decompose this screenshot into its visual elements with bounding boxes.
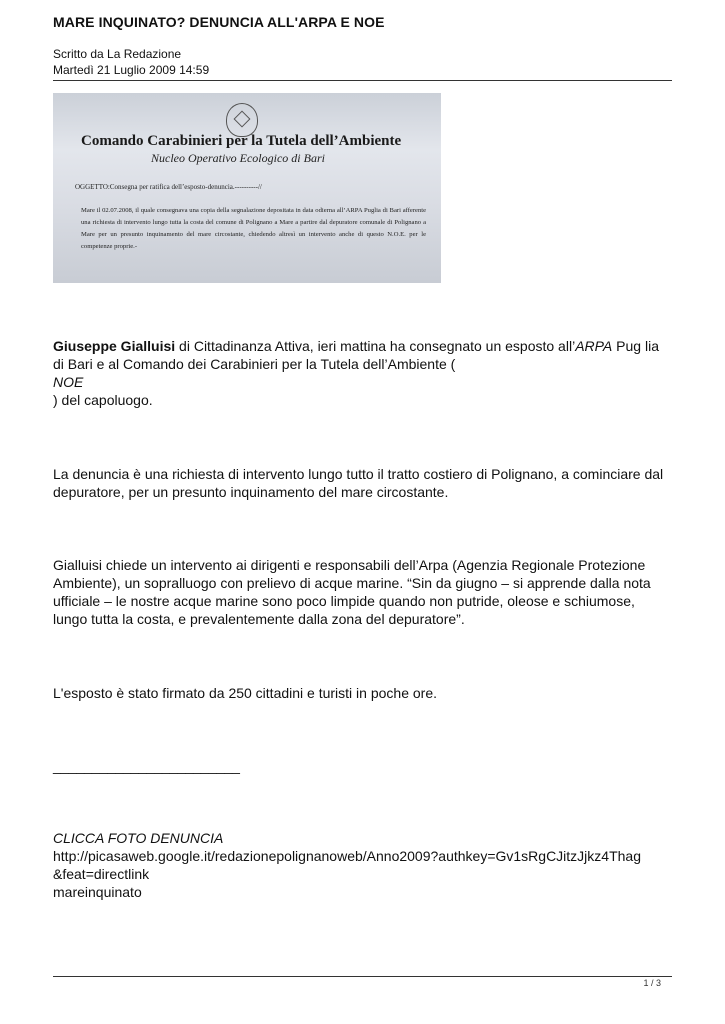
republic-emblem-icon: [226, 103, 258, 137]
photo-link-block: [53, 829, 673, 901]
footer-divider: [53, 976, 672, 977]
p1-text-a: di Cittadinanza Attiva, ieri mattina ha consegnato un esposto all’: [175, 338, 576, 354]
noe-term: NOE: [53, 374, 84, 390]
article-title: MARE INQUINATO? DENUNCIA ALL'ARPA E NOE: [53, 14, 385, 30]
link-url-1[interactable]: http://picasaweb.google.it/redazionepolignanoweb/Anno2009?authkey=Gv1sRgCJitzJjkz4Thag: [53, 848, 641, 864]
photo-oggetto: OGGETTO:Consegna per ratifica dell’esposto-denuncia.----------//: [75, 183, 262, 191]
photo-body-text: Mare il 02.07.2008, il quale consegnava una copia della segnalazione depositata in data odierna all’ARPA Puglia di Bari afferente una richiesta di intervento lungo tutta la costa del comune di Polignano a Mare a partire dal depuratore comunale di Polignano a Mare per un presunto inquinamento del mare circostante, chiedendo altresì un intervento anche di questo N.O.E. per le competenze proprie.-: [81, 207, 426, 250]
paragraph-3: Gialluisi chiede un intervento ai dirigenti e responsabili dell’Arpa (Agenzia Regionale Protezione Ambiente), un sopralluogo con prelievo di acque marine. “Sin da giugno – si apprende dalla nota ufficiale – le nostre acque marine sono poco limpide quando non putride, oleose e schiumose, lungo tutta la costa, e prevalentemente dalla zona del depuratore”.: [53, 557, 651, 627]
photo-subheading: Nucleo Operativo Ecologico di Bari: [151, 151, 325, 165]
photo-heading: Comando Carabinieri per la Tutela dell’Ambiente: [81, 133, 402, 149]
header-divider: [53, 80, 672, 81]
denuncia-photo[interactable]: [53, 93, 441, 283]
person-name: Giuseppe Gialluisi: [53, 338, 176, 354]
separator-line: ________________________: [53, 758, 240, 774]
page-number: 1 / 3: [643, 978, 661, 988]
p1-text-b: Pug lia di Bari e al Comando dei Carabinieri per la Tutela dell’Ambiente (: [53, 338, 659, 372]
link-tag: mareinquinato: [53, 884, 142, 900]
link-label[interactable]: CLICCA FOTO DENUNCIA: [53, 830, 224, 846]
link-url-2[interactable]: &feat=directlink: [53, 866, 150, 882]
p1-text-c: ) del capoluogo.: [53, 392, 153, 408]
article-meta: [53, 46, 209, 78]
arpa-term: ARPA: [575, 338, 613, 354]
date-line: Martedì 21 Luglio 2009 14:59: [53, 63, 210, 77]
paragraph-4: L'esposto è stato firmato da 250 cittadini e turisti in poche ore.: [53, 685, 438, 701]
author-line: Scritto da La Redazione: [53, 47, 182, 61]
paragraph-2: La denuncia è una richiesta di intervento lungo tutto il tratto costiero di Polignano, a cominciare dal depuratore, per un presunto inquinamento del mare circostante.: [53, 466, 664, 500]
paragraph-1: [53, 337, 673, 409]
